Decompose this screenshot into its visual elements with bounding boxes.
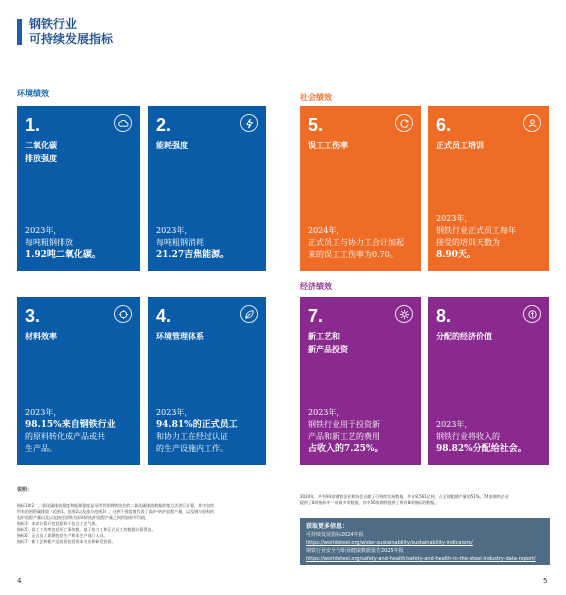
tile-name-line: 新产品投资 bbox=[308, 345, 348, 354]
tile-description bbox=[25, 407, 132, 455]
notes-title: 说明： bbox=[17, 487, 33, 493]
desc-line: 98.82%分配给社会。 bbox=[436, 444, 527, 454]
desc-line: 2023年， bbox=[25, 226, 62, 235]
more-info-item: 可持续发展指标2024年报 bbox=[306, 532, 364, 538]
data-coverage-note bbox=[300, 494, 550, 506]
note-line: 指标5：误工工伤率包括死亡事故数，基于协力工和正式员工的数据计算得出。 bbox=[17, 527, 156, 532]
tile-description bbox=[436, 213, 541, 261]
desc-line: 正式员工与协力工合计加起 bbox=[308, 238, 404, 247]
coverage-line: 2024年，共有93家钢铁企业和协会贡献了可持续发展数据，共计8,561亿吨，占全球粗钢产量的51%。74家钢铁企业 bbox=[300, 494, 509, 499]
desc-line: 钢铁行业正式员工每年 bbox=[436, 226, 516, 235]
notes bbox=[17, 487, 277, 545]
tile-name-line: 材料效率 bbox=[25, 332, 57, 341]
cloud-icon bbox=[114, 114, 132, 132]
tile-number: 3. bbox=[25, 306, 41, 326]
tile-name bbox=[156, 139, 258, 152]
desc-line: 2024年， bbox=[308, 226, 345, 235]
tile-name-line: 分配的经济价值 bbox=[436, 332, 492, 341]
indicator-tile-6 bbox=[428, 106, 549, 271]
desc-line: 的生产设施内工作。 bbox=[156, 444, 228, 453]
desc-line: 来的误工工伤率为0.70。 bbox=[308, 250, 398, 259]
gear-icon bbox=[395, 305, 413, 323]
tile-number: 6. bbox=[436, 115, 452, 135]
indicator-tile-5 bbox=[300, 106, 421, 271]
desc-line: 的原料转化成产品或共 bbox=[25, 432, 105, 441]
page-title-line1: 钢铁行业 bbox=[29, 17, 78, 31]
tile-name bbox=[436, 139, 541, 152]
desc-line: 2023年， bbox=[436, 214, 473, 223]
note-line: 指标3：本次计算只包括原料不包含工艺气体。 bbox=[17, 521, 100, 526]
tile-name bbox=[308, 330, 413, 356]
desc-line: 8.90天。 bbox=[436, 250, 476, 260]
more-info-item: 钢铁行业安全与职业健康数据报告2025年报 bbox=[306, 548, 404, 554]
training-icon bbox=[523, 114, 541, 132]
desc-line: 和协力工在经过认证 bbox=[156, 432, 228, 441]
tile-name-line: 新工艺和 bbox=[308, 332, 340, 341]
desc-line: 产品和新工艺的费用 bbox=[308, 432, 380, 441]
section-social: 社会绩效 bbox=[300, 93, 332, 102]
tile-name-line: 正式员工培训 bbox=[436, 141, 484, 150]
tile-description bbox=[156, 225, 258, 261]
tile-name bbox=[25, 139, 132, 165]
desc-line: 2023年， bbox=[436, 420, 473, 429]
page-title-line2: 可持续发展指标 bbox=[29, 32, 114, 46]
page-title bbox=[29, 17, 113, 47]
more-info-title: 获取更多信息： bbox=[306, 523, 349, 530]
section-economic: 经济绩效 bbox=[300, 282, 332, 291]
safety-icon bbox=[395, 114, 413, 132]
desc-line: 钢铁行业用于投资新 bbox=[308, 420, 380, 429]
desc-line: 2023年， bbox=[156, 226, 193, 235]
section-environment: 环境绩效 bbox=[17, 89, 49, 98]
tile-description bbox=[156, 407, 258, 455]
indicator-tile-2 bbox=[148, 106, 266, 271]
indicator-tile-1 bbox=[17, 106, 140, 271]
recycle-icon bbox=[114, 305, 132, 323]
tile-description bbox=[308, 225, 413, 261]
desc-line: 每吨粗钢排放 bbox=[25, 238, 73, 247]
indicator-tile-8 bbox=[428, 297, 549, 465]
desc-line: 1.92吨二氧化碳。 bbox=[25, 250, 101, 260]
note-line: 指标6：正式员工即期包括生产和非生产部门人员。 bbox=[17, 533, 108, 538]
desc-line: 生产品。 bbox=[25, 444, 57, 453]
desc-line: 2023年， bbox=[25, 408, 62, 417]
indicator-tile-7 bbox=[300, 297, 421, 465]
note-line: 电炉流程产量以及以直接还原铁为原料的电炉流程产量之间的加权平均值。 bbox=[17, 515, 149, 520]
tile-description bbox=[25, 225, 132, 261]
tile-name-line: 二氧化碳 bbox=[25, 141, 57, 150]
indicator-tile-4 bbox=[148, 297, 266, 465]
tile-description bbox=[436, 419, 541, 455]
coin-icon bbox=[523, 305, 541, 323]
tile-name-line: 误工工伤率 bbox=[308, 141, 348, 150]
desc-line: 钢铁行业将收入的 bbox=[436, 432, 500, 441]
tile-name-line: 能耗强度 bbox=[156, 141, 188, 150]
energy-icon bbox=[240, 114, 258, 132]
more-info-box bbox=[300, 518, 550, 565]
tile-name-line: 环境管理体系 bbox=[156, 332, 204, 341]
indicator-tile-3 bbox=[17, 297, 140, 465]
desc-line: 98.15%来自钢铁行业 bbox=[25, 420, 116, 430]
page-number-right: 5 bbox=[543, 577, 548, 585]
note-line: 所有范围的碳排放（范围1、范围2以及部分范围3），这两个强度值代表了高炉-转炉流程产量，以及钢与原料的 bbox=[17, 509, 215, 514]
note-line: 指标1和2：二氧化碳排放强度和能源强度是采用世界钢铁协会的二氧化碳排放数据收集方法进行计算，其中包括 bbox=[17, 503, 215, 508]
desc-line: 21.27吉焦能源。 bbox=[156, 250, 230, 260]
tile-number: 2. bbox=[156, 115, 172, 135]
desc-line: 接受的培训天数为 bbox=[436, 238, 500, 247]
tile-number: 8. bbox=[436, 306, 452, 326]
tile-name bbox=[436, 330, 541, 343]
note-line: 指标7：新工艺和新产品投资包括资本支出和研发投资。 bbox=[17, 539, 116, 544]
tile-name bbox=[156, 330, 258, 343]
header-accent-bar bbox=[17, 19, 22, 45]
desc-line: 94.81%的正式员工 bbox=[156, 420, 238, 430]
desc-line: 每吨粗钢消耗 bbox=[156, 238, 204, 247]
tile-number: 4. bbox=[156, 306, 172, 326]
tile-name bbox=[308, 139, 413, 152]
desc-line: 占收入的7.25%。 bbox=[308, 444, 384, 454]
desc-line: 2023年， bbox=[156, 408, 193, 417]
tile-description bbox=[308, 407, 413, 455]
more-info-link[interactable]: https://worldsteel.org/safety-and-health/safety-and-health-in-the-steel-industry-data-report/ bbox=[306, 556, 536, 562]
tile-name-line: 排放强度 bbox=[25, 154, 57, 163]
coverage-line: 提供了8项指标中一项或多项数据，其中56家钢铁提供了所有8项指标的数据。 bbox=[300, 500, 439, 505]
page-number-left: 4 bbox=[17, 577, 22, 585]
tile-number: 1. bbox=[25, 115, 41, 135]
leaf-icon bbox=[240, 305, 258, 323]
more-info-link[interactable]: https://worldsteel.org/wider-sustainability/sustainability-indicators/ bbox=[306, 540, 473, 546]
tile-number: 7. bbox=[308, 306, 324, 326]
tile-number: 5. bbox=[308, 115, 324, 135]
tile-name bbox=[25, 330, 132, 343]
desc-line: 2023年， bbox=[308, 408, 345, 417]
